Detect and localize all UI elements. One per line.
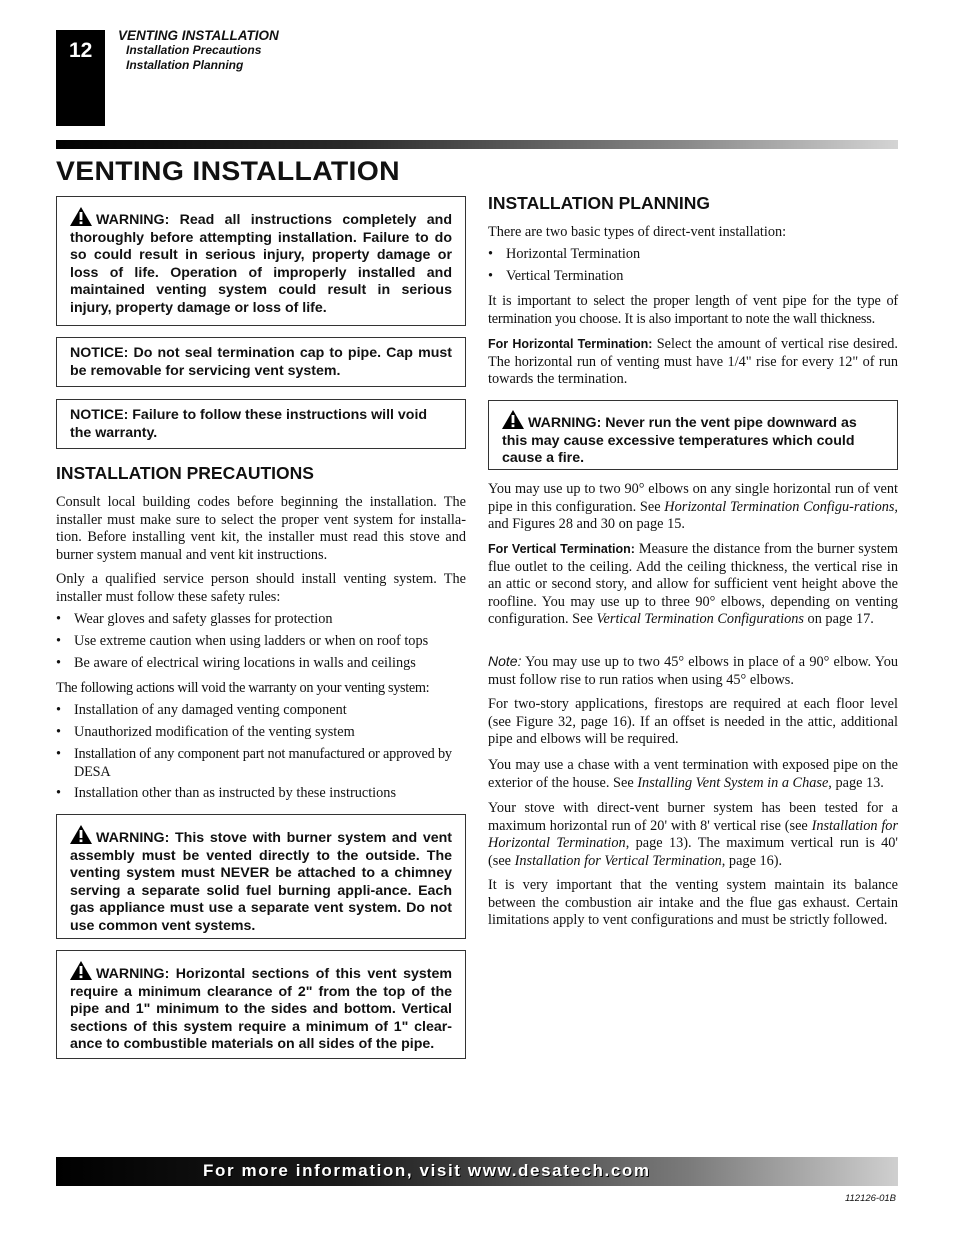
header-divider-bar [56,140,898,149]
precautions-paragraph-codes: Consult local building codes before beginning the installation. The installer must make sure to select the proper vent system for installa-tion. Before installing vent kit, the installer must read this stove and burner system manual and vent kit instructions. [56,494,466,563]
warning-downward-text: WARNING: Never run the vent pipe downward as this may cause excessive temperatures which could cause a fire. [502,415,857,467]
header-sub-precautions: Installation Precautions [126,43,262,57]
footer-bar [56,1157,898,1186]
horizontal-config-reference: Horizontal Termination Configu-rations, [664,498,899,515]
notice-warranty-text: NOTICE: Failure to follow these instructions will void the warranty. [70,407,428,441]
vertical-termination-lead: For Vertical Termination: [488,542,635,556]
planning-intro: There are two basic types of direct-vent installation: [488,224,787,240]
chase-reference: Installing Vent System in a Chase [637,774,829,791]
warning-triangle-icon [502,410,524,429]
warning-downward [488,400,898,470]
header-sub-planning: Installation Planning [126,58,244,72]
note-paragraph: Note: You may use up to two 45° elbows in place of a 90° elbow. You must follow rise to run ratios when using 45° elbows. [488,653,898,688]
running-header [118,28,279,73]
notice-warranty [56,399,466,449]
termination-type-item: • Horizontal Termination [488,246,641,262]
safety-rule-item: • Wear gloves and safety glasses for protection [56,611,333,627]
warning-vent-outside-text: WARNING: This stove with burner system and vent assembly must be vented directly to the outside. The venting system must NEVER be attached to a chimney serving a separate solid fuel burning appli-ance. Each gas appliance must use a separate vent system. Do not use common vent systems. [70,830,452,934]
note-label: Note: [488,653,522,669]
vertical-termination-paragraph: For Vertical Termination: Measure the distance from the burner system flue outlet to the ceiling. Add the ceiling thickness, the vertical rise in an attic or second story, and allow for sufficient vent height above the roofline. You may use up to three 90° elbows, depending on venting configuration. See Vertical Termination Configurations on page 17. [488,541,899,627]
warning-clearance-text: WARNING: Horizontal sections of this vent system require a minimum clearance of 2" from the top of the pipe and 1" minimum to the sides and bottom. Vertical sections of this system require a minimum of 1" clear-ance to combustible materials on all sides of the pipe. [70,966,452,1053]
vertical-install-reference: Installation for Vertical Termination [514,852,722,869]
horizontal-elbows-paragraph: You may use up to two 90° elbows on any single horizontal run of vent pipe in this configuration. See Horizontal Termination Configu-rations, and Figures 28 and 30 on page 15. [488,481,899,532]
page-number-tab [56,30,105,126]
void-action-item: • Installation other than as instructed by these instructions [56,785,397,801]
page-number: 12 [69,39,93,62]
void-action-item: • Unauthorized modification of the venting system [56,724,355,740]
precautions-paragraph-qualified: Only a qualified service person should install venting system. The installer must follow these safety rules: [56,571,466,605]
warning-triangle-icon [70,207,92,226]
two-story-paragraph: For two-story applications, firestops are required at each floor level (see Figure 32, page 16). If an offset is needed in the attic, additional pipe and elbows will be required. [488,696,898,747]
notice-termination-cap [56,337,466,387]
horizontal-install-reference: Installation for Horizontal Termination [488,817,899,851]
termination-type-item: • Vertical Termination [488,268,624,284]
horizontal-termination-paragraph: For Horizontal Termination: Select the amount of vertical rise desired. The horizontal run of venting must have 1/4" rise for every 12" of run towards the termination. [488,336,899,387]
void-action-item: • Installation of any component part not manufactured or approved by DESA [56,746,452,780]
void-warranty-intro: The following actions will void the warranty on your venting system: [56,680,430,696]
chase-paragraph: You may use a chase with a vent termination with exposed pipe on the exterior of the house. See Installing Vent System in a Chase, page 13. [488,757,898,791]
warning-read-instructions-text: WARNING: Read all instructions completely and thoroughly before attempting installation. Failure to do so could result in serious injury, property damage or loss of life. Operation of improperly installed and maintained venting system could result in serious injury, property damage or loss of life. [70,212,452,316]
warning-triangle-icon [70,961,92,980]
header-section: VENTING INSTALLATION [118,28,279,43]
void-action-item: • Installation of any damaged venting component [56,702,347,718]
safety-rule-item: • Use extreme caution when using ladders or when on roof tops [56,633,429,649]
page-title: VENTING INSTALLATION [56,156,400,186]
safety-rule-item: • Be aware of electrical wiring locations in walls and ceilings [56,655,416,671]
warning-read-instructions [56,196,466,326]
warning-vent-outside [56,814,466,939]
warning-clearance [56,950,466,1059]
planning-vent-length: It is important to select the proper length of vent pipe for the type of termination you choose. It is also important to note the wall thickness. [488,293,898,327]
installation-precautions-heading: INSTALLATION PRECAUTIONS [56,463,314,483]
vertical-config-reference: Vertical Termination Configurations [596,611,804,627]
tested-paragraph: Your stove with direct-vent burner system has been tested for a maximum horizontal run of 20' with 8' vertical rise (see Installation for Horizontal Termination, page 13). The maximum vertical run is 40' (see Installation for Vertical Termination, page 16). [488,800,899,869]
warning-triangle-icon [70,825,92,844]
balance-paragraph: It is very important that the venting system maintain its balance between the combustion air intake and the flue gas exhaust. Certain limitations apply to vent configurations and must be strictly followed. [488,877,898,928]
footer-website-text: For more information, visit www.desatech.com [203,1161,651,1180]
notice-termination-cap-text: NOTICE: Do not seal termination cap to pipe. Cap must be removable for servicing vent system. [70,345,452,379]
document-code: 112126-01B [844,1193,896,1204]
installation-planning-heading: INSTALLATION PLANNING [488,193,710,213]
horizontal-termination-lead: For Horizontal Termination: [488,337,653,351]
